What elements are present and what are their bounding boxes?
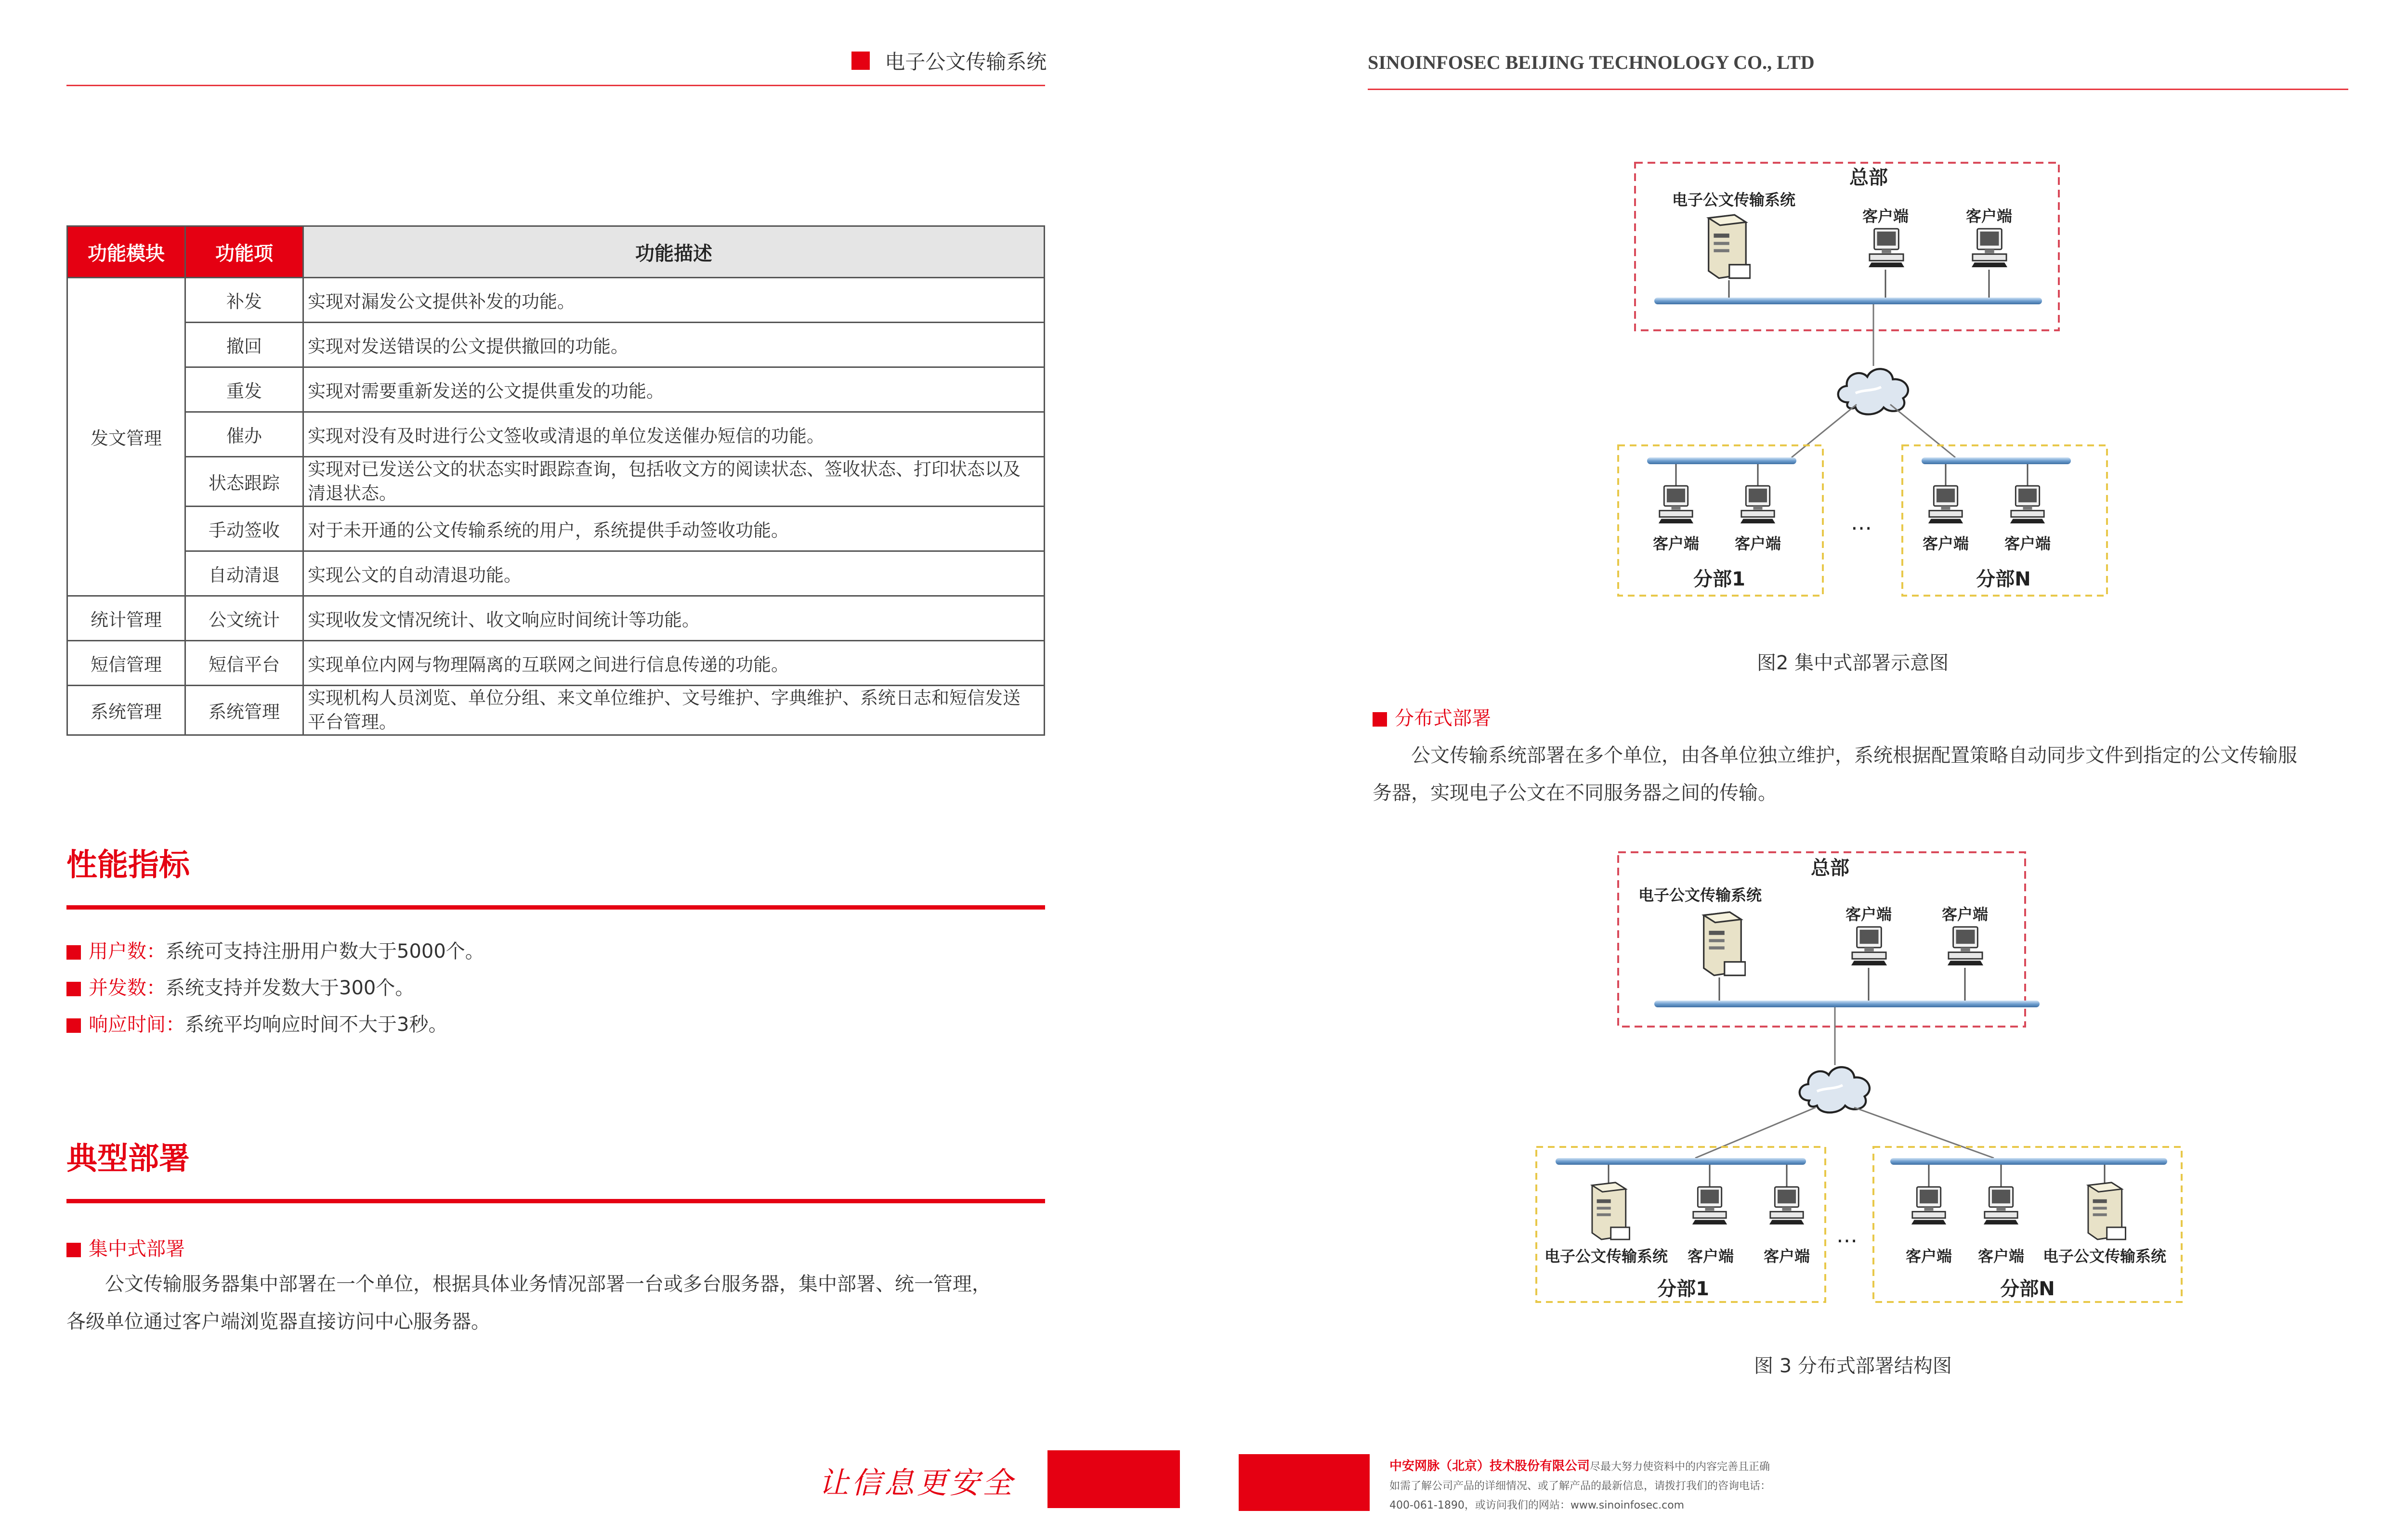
client-label: 客户端 [1977,1247,2025,1265]
client-label: 客户端 [1905,1247,1952,1265]
internet-cloud-icon [1800,1067,1870,1112]
client-label: 客户端 [1922,534,1969,553]
server-icon [2088,1183,2126,1239]
footer-info [1389,1457,1771,1515]
server-label: 电子公文传输系统 [1544,1247,1668,1265]
central-para-1: 公文传输服务器集中部署在一个单位，根据具体业务情况部署一台或多台服务器，集中部署、统一管理， [105,1273,991,1295]
central-deployment-diagram [1589,149,2129,602]
table-row [67,412,1045,457]
branch1-label: 分部1 [1693,568,1745,590]
header-marker-icon [851,52,870,70]
footer-line-1 [1389,1457,1771,1477]
internet-cloud-icon [1838,369,1908,414]
client-pc-icon [1769,1187,1804,1224]
dist-para-2: 务器，实现电子公文在不同服务器之间的传输。 [1373,782,1777,804]
client-pc-icon [1692,1187,1727,1224]
client-pc-icon [2010,486,2045,523]
client-pc-icon [1948,927,1983,965]
perf-text: 系统支持并发数大于300个。 [166,977,415,999]
ellipsis: … [1836,1223,1858,1248]
client-label: 客户端 [1734,534,1781,553]
perf-text: 系统可支持注册用户数大于5000个。 [166,940,484,963]
footer-line1-rest: 尽最大努力使资料中的内容完善且正确 [1590,1461,1770,1473]
central-para-2: 各级单位通过客户端浏览器直接访问中心服务器。 [66,1311,490,1333]
table-row [67,685,1045,735]
table-header-row [67,226,1045,278]
perf-item-response [66,1009,447,1037]
dist-subtitle-text: 分布式部署 [1395,707,1491,729]
perf-key: 用户数： [89,940,166,963]
performance-title: 性能指标 [66,847,190,883]
footer-red-block-right [1239,1454,1370,1511]
desc-line-2: 清退状态。 [308,482,397,504]
item-cell: 公文统计 [185,596,303,640]
function-table [66,225,1045,736]
branchN-label: 分部N [1976,568,2031,590]
desc-cell: 实现对需要重新发送的公文提供重发的功能。 [303,367,1045,412]
desc-cell [303,457,1045,507]
client-label: 客户端 [1862,207,1909,225]
footer-line-2: 如需了解公司产品的详细情况、或了解产品的最新信息，请拨打我们的咨询电话： [1389,1480,1771,1492]
item-cell: 补发 [185,278,303,323]
item-cell: 系统管理 [185,685,303,735]
item-cell: 自动清退 [185,551,303,596]
left-header-title: 电子公文传输系统 [885,50,1047,74]
header-module: 功能模块 [67,226,185,278]
item-cell: 状态跟踪 [185,457,303,507]
header-desc: 功能描述 [303,226,1045,278]
desc-cell: 实现对漏发公文提供补发的功能。 [303,278,1045,323]
table-row [67,457,1045,507]
item-cell: 催办 [185,412,303,457]
dist-para-1: 公文传输系统部署在多个单位，由各单位独立维护，系统根据配置策略自动同步文件到指定的公文传输服 [1411,744,2297,767]
perf-key: 响应时间： [89,1014,185,1036]
perf-text: 系统平均响应时间不大于3秒。 [185,1014,448,1036]
branch1-network-bus [1647,457,1796,464]
desc-cell: 实现对没有及时进行公文签收或清退的单位发送催办短信的功能。 [303,412,1045,457]
server-icon [1704,912,1745,975]
desc-cell: 对于未开通的公文传输系统的用户，系统提供手动签收功能。 [303,506,1045,551]
table-row [67,367,1045,412]
perf-key: 并发数： [89,977,166,999]
branchN-network-bus [1922,457,2071,464]
left-header [851,46,1047,75]
desc-line-1: 实现对已发送公文的状态实时跟踪查询，包括收文方的阅读状态、签收状态、打印状态以及 [308,459,1021,480]
figure3-caption: 图 3 分布式部署结构图 [1754,1355,1952,1377]
client-label: 客户端 [1941,905,1989,924]
client-pc-icon [1741,486,1775,523]
item-cell: 重发 [185,367,303,412]
client-pc-icon [1851,927,1887,965]
bullet-icon [66,982,81,996]
module-stats: 统计管理 [67,596,185,640]
branch1-label: 分部1 [1657,1278,1709,1300]
bullet-icon [66,945,81,960]
client-label: 客户端 [1687,1247,1734,1265]
client-label: 客户端 [1965,207,2013,225]
left-header-rule [66,85,1045,86]
client-pc-icon [1869,229,1904,267]
client-label: 客户端 [2004,534,2051,553]
client-pc-icon [1911,1187,1946,1224]
module-send: 发文管理 [67,278,185,596]
right-header-title: SINOINFOSEC BEIJING TECHNOLOGY CO., LTD [1368,52,1815,73]
client-label: 客户端 [1763,1247,1810,1265]
hq-network-bus [1654,298,2042,304]
client-pc-icon [1659,486,1693,523]
desc-cell: 实现收发文情况统计、收文响应时间统计等功能。 [303,596,1045,640]
desc-cell: 实现公文的自动清退功能。 [303,551,1045,596]
header-item: 功能项 [185,226,303,278]
performance-rule [66,905,1045,910]
perf-item-users [66,936,484,963]
server-icon [1709,215,1750,278]
desc-line-2: 平台管理。 [308,711,397,732]
deployment-title: 典型部署 [66,1141,190,1177]
bullet-icon [1373,712,1387,727]
distributed-deployment-diagram [1527,847,2191,1319]
dist-subtitle [1373,703,1491,730]
hq-network-bus [1654,1001,2040,1007]
client-label: 客户端 [1845,905,1892,924]
server-label: 电子公文传输系统 [1638,886,1762,904]
hq-label: 总部 [1811,857,1849,879]
item-cell: 撤回 [185,323,303,367]
client-pc-icon [1984,1187,2018,1224]
table-row [67,640,1045,685]
desc-cell: 实现单位内网与物理隔离的互联网之间进行信息传递的功能。 [303,640,1045,685]
central-subtitle [66,1234,185,1261]
branchN-label: 分部N [2000,1278,2055,1300]
perf-item-concurrency [66,973,414,1000]
ellipsis: … [1851,510,1872,535]
desc-cell [303,685,1045,735]
footer-slogan: 让信息更安全 [819,1465,1016,1500]
footer-line-3: 400-061-1890，或访问我们的网站：www.sinoinfosec.com [1389,1499,1685,1511]
branch1-network-bus [1556,1158,1806,1165]
server-label: 电子公文传输系统 [1672,191,1796,209]
module-sms: 短信管理 [67,640,185,685]
bullet-icon [66,1243,81,1257]
table-row [67,506,1045,551]
right-header-rule [1368,89,2348,90]
item-cell: 短信平台 [185,640,303,685]
server-icon [1592,1183,1630,1239]
server-label: 电子公文传输系统 [2042,1247,2167,1265]
footer-red-block-left [1047,1450,1180,1508]
hq-label: 总部 [1849,167,1888,189]
module-sys: 系统管理 [67,685,185,735]
branchN-network-bus [1890,1158,2167,1165]
footer-company: 中安网脉（北京）技术股份有限公司 [1389,1459,1590,1473]
figure2-caption: 图2 集中式部署示意图 [1757,652,1949,674]
deployment-rule [66,1199,1045,1203]
client-pc-icon [1928,486,1963,523]
desc-cell: 实现对发送错误的公文提供撤回的功能。 [303,323,1045,367]
table-row [67,323,1045,367]
table-row [67,596,1045,640]
central-subtitle-text: 集中式部署 [89,1238,185,1260]
item-cell: 手动签收 [185,506,303,551]
bullet-icon [66,1018,81,1033]
table-row [67,551,1045,596]
table-row [67,278,1045,323]
client-pc-icon [1972,229,2007,267]
desc-line-1: 实现机构人员浏览、单位分组、来文单位维护、文号维护、字典维护、系统日志和短信发送 [308,687,1021,708]
client-label: 客户端 [1652,534,1700,553]
